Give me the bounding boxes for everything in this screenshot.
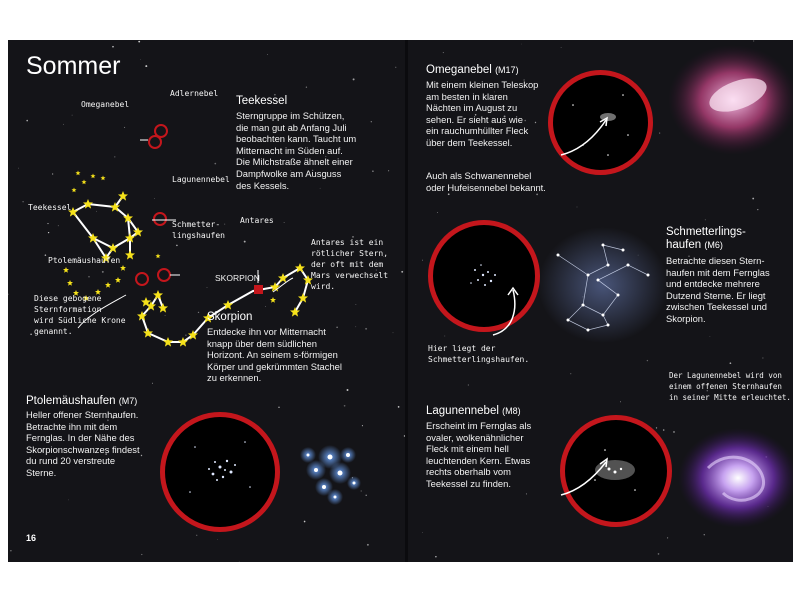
background-star [448,193,450,195]
background-star [355,326,356,327]
background-star [388,170,389,171]
lagunen-heading: Lagunennebel (M8) [426,405,521,417]
background-star [536,194,538,196]
background-star [267,54,268,55]
background-star [145,65,147,67]
background-star [239,561,240,562]
page-gutter [405,40,408,562]
label-schmetterlingshaufen: Schmetter- lingshaufen [172,220,225,240]
background-star [437,212,438,213]
lagunen-arrow-icon [556,450,616,500]
background-star [577,207,578,208]
background-star [68,500,69,501]
background-star [112,46,114,48]
cluster-dots [165,417,275,527]
red-circle-icon [136,125,170,285]
background-star [140,59,141,60]
label-antares: Antares [240,216,274,225]
background-star [422,532,423,533]
background-star [620,401,621,402]
background-star [757,209,758,210]
background-star [138,41,140,43]
label-omeganebel: Omeganebel [81,100,130,109]
ptolemaeus-photo [280,415,390,525]
teekessel-text: Sterngruppe im Schützen, die man gut ab Anfang Juli beobachten kann. Taucht um Mitternacht im Süden auf. Die Milchstraße ähnelt einer Dampfwolke am Ausguss des Kessels. [236,110,357,191]
book-spread [8,40,793,562]
background-star [730,362,732,364]
background-star [435,556,436,557]
background-star [372,170,374,172]
background-star [278,407,279,408]
background-star [444,336,445,337]
background-star [561,47,562,48]
note-suedliche-krone: Diese gebogene Sternformation wird Südliche Krone genannt. [34,294,126,336]
background-star [422,260,423,261]
background-star [710,336,711,337]
ptolemaeus-text: Heller offener Sternhaufen. Betrachte ihn mit dem Fernglas. In der Nähe des Skorpionschwanzes findest du rund 20 verstreute Sterne. [26,409,140,478]
background-star [8,294,9,295]
background-star [371,121,372,122]
label-ptolemaeushaufen: Ptolemäushaufen [48,256,121,265]
skorpion-heading: Skorpion [207,311,253,323]
background-star [658,553,660,555]
lagunen-photo [668,418,793,538]
background-star [398,406,400,408]
teekessel-lines [73,196,138,258]
label-adlernebel: Adlernebel [170,89,219,98]
note-antares: Antares ist ein rötlicher Stern, der oft mit dem Mars verwechselt wird. [311,238,389,291]
antares-marker [254,285,263,294]
background-star [365,328,367,330]
note-schmetterling: Hier liegt der Schmetterlingshaufen. [428,344,530,364]
lagunen-text: Erscheint im Fernglas als ovaler, wolkenähnlicher Fleck mit einem hell leuchtenden Kern. Etwas rechts oberhalb vom Teekessel zu finden. [426,420,532,489]
background-star [762,357,763,358]
background-star [443,52,444,53]
skorpion-text: Entdecke ihn vor Mitternacht knapp über dem südlichen Horizont. An seinem s-förmigen Körper und gekrümmten Stachel zu erkennen. [207,326,342,384]
ptolemaeus-heading: Ptolemäushaufen (M7) [26,395,138,407]
background-star [393,332,394,333]
background-star [468,384,469,385]
background-star [526,493,527,494]
schmetterling-arrow-icon [488,280,538,340]
background-star [705,219,706,220]
omega-extra-text: Auch als Schwanennebel oder Hufeisennebel bekannt. [426,170,546,193]
background-star [141,554,142,555]
note-lagune: Der Lagunennebel wird von einem offenen Sternhaufen in seiner Mitte erleuchtet. [669,371,791,402]
background-star [353,78,355,80]
label-teekessel: Teekessel [28,203,72,212]
background-star [752,198,754,200]
page-number: 16 [26,533,37,543]
schmetterling-heading: Schmetterlings- haufen (M6) [666,226,746,251]
omega-text: Mit einem kleinen Teleskop am besten in klaren Nächten im August zu sehen. Er sieht aus wie ein rauchumhüllter Fleck über dem Teekessel. [426,79,539,148]
background-star [196,535,197,536]
label-lagunennebel: Lagunennebel [172,175,230,184]
page-title: Sommer [26,52,121,80]
background-star [217,539,218,540]
background-star [356,304,357,305]
omega-heading: Omeganebel (M17) [426,64,519,76]
label-skorpion: SKORPION [215,273,260,283]
schmetterling-text: Betrachte diesen Stern- haufen mit dem Fernglas und entdecke mehrere Dutzend Sterne. Er liegt zwischen Teekessel und Skorpion. [666,255,770,324]
background-star [344,405,346,407]
omega-arrow-icon [556,110,616,160]
background-star [401,271,403,273]
omega-photo [653,40,793,170]
ptolemaeus-view [160,412,280,532]
background-star [570,373,571,374]
background-star [521,44,522,45]
background-star [10,550,11,551]
background-star [647,360,648,361]
background-star [152,383,153,384]
schmetterling-photo [538,225,668,345]
background-star [347,389,349,391]
background-star [395,67,396,68]
background-star [141,455,142,456]
background-star [367,544,369,546]
teekessel-heading: Teekessel [236,95,288,107]
